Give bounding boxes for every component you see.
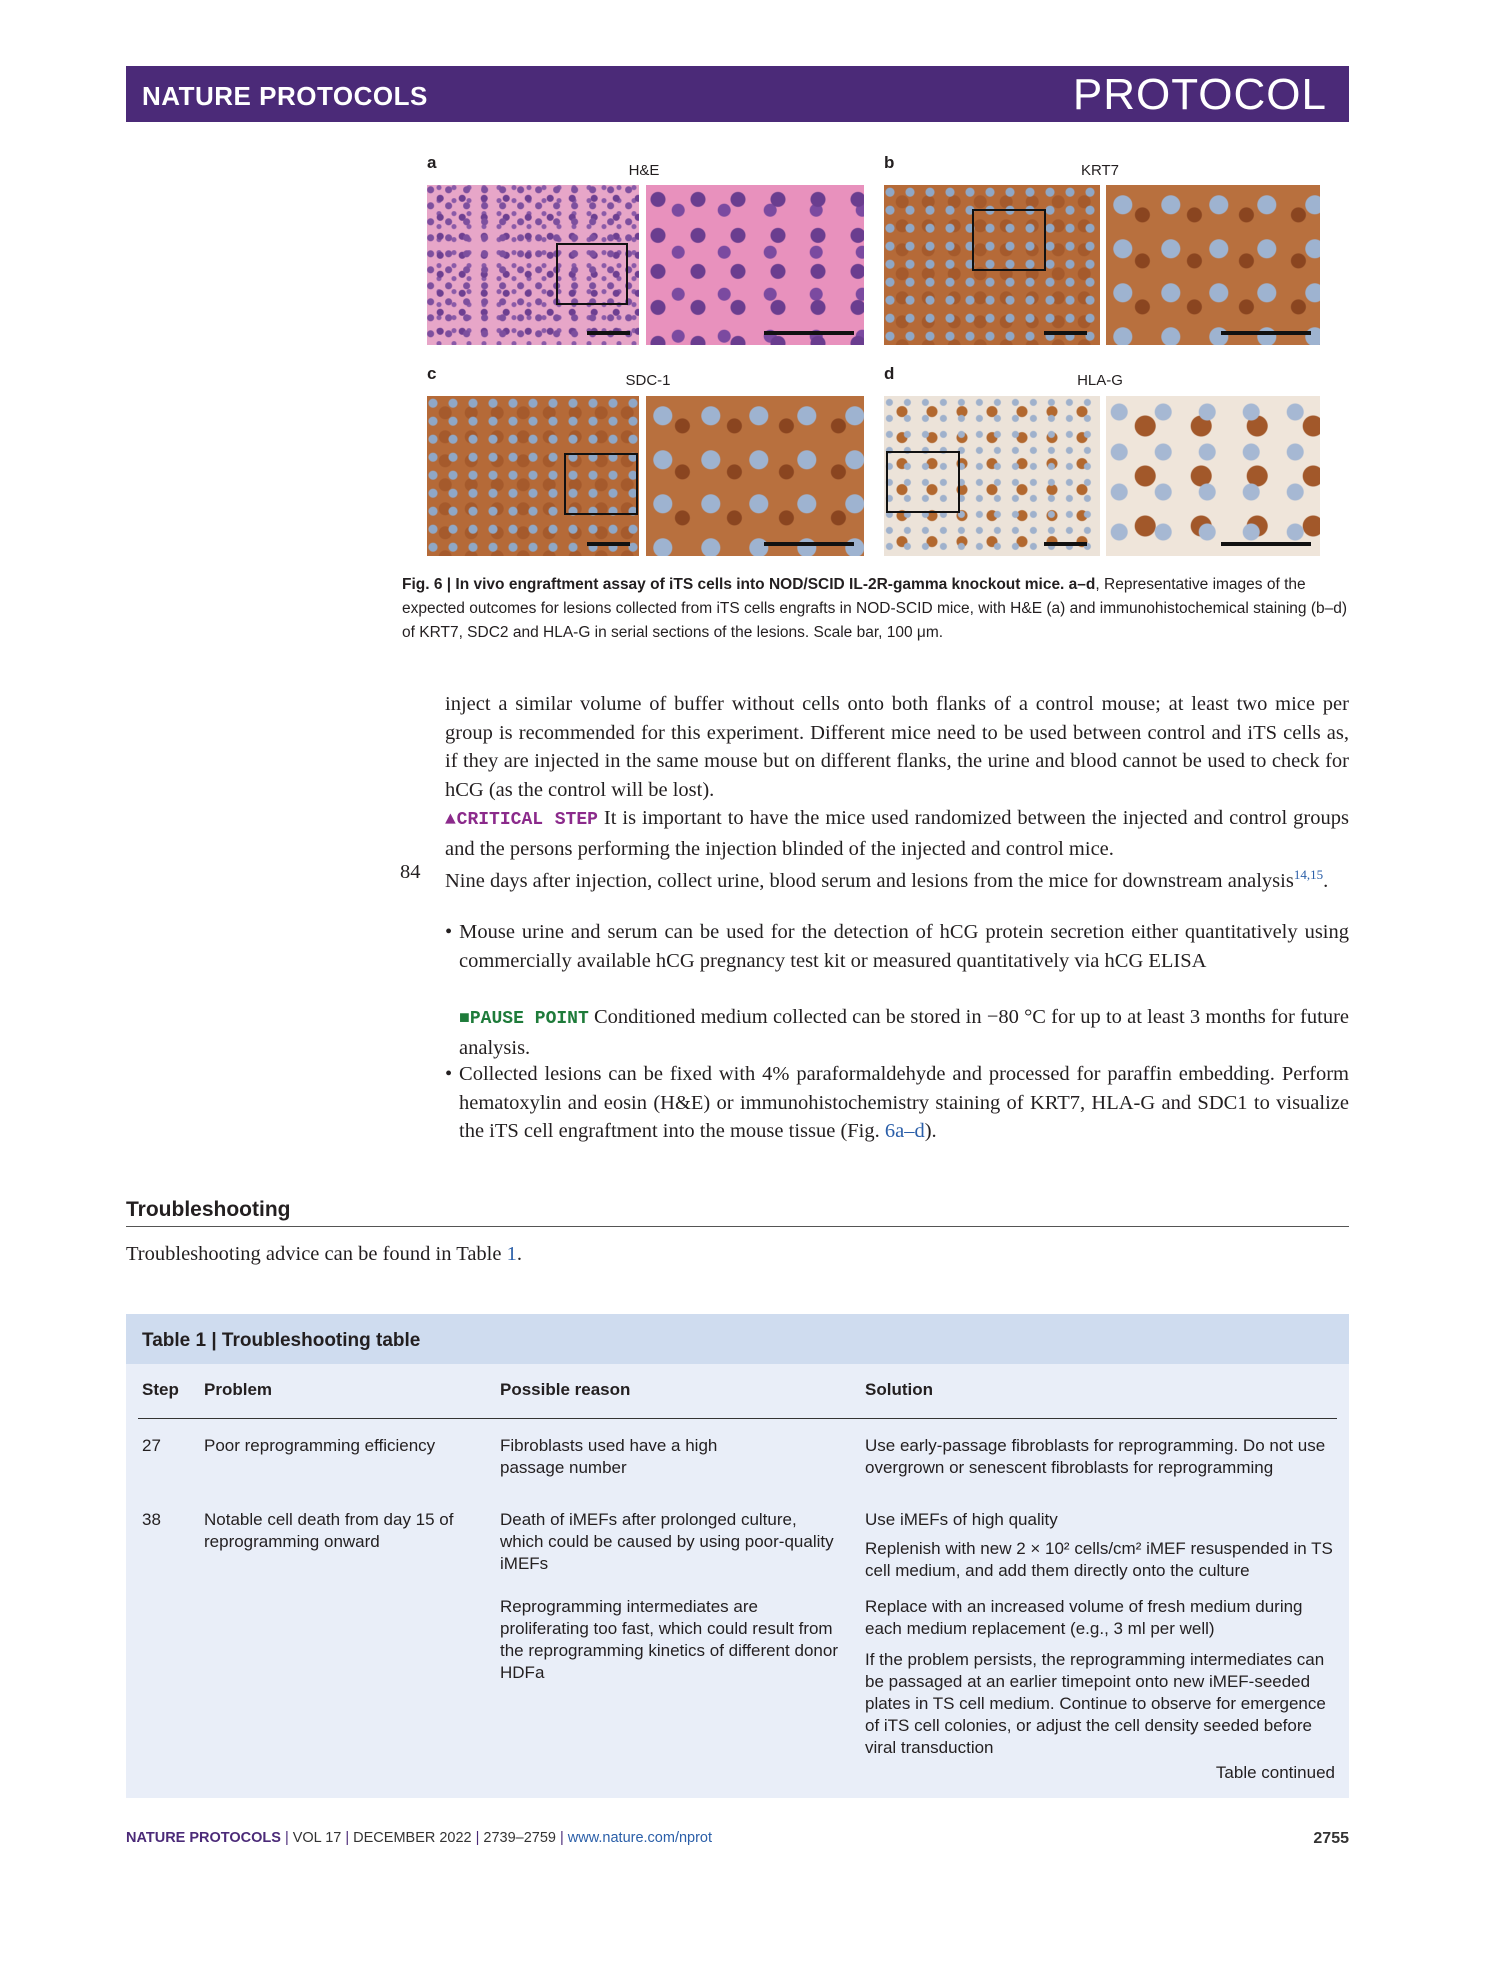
table-link[interactable]: 1 — [506, 1243, 517, 1265]
cell-solution: If the problem persists, the reprogramming intermediates can be passaged at an earlier timepoint onto new iMEF-seeded plates in TS cell medium. Continue to observe for emergence of iTS cell colonies, or adjust the cell density seeded before viral transduction — [865, 1650, 1326, 1757]
article-type: PROTOCOL — [1072, 70, 1327, 119]
critical-step-text: It is important to have the mice used randomized between the injected and control groups and the persons performing the injection blinded of the injected and control mice. — [445, 807, 1349, 860]
paragraph-text: inject a similar volume of buffer without cells onto both flanks of a control mouse; at least two mice per group is recommended for this experiment. Different mice need to be used between control and iTS cells as, if they are injected in the same mouse but on different flanks, the urine and blood cannot be used to check for hCG (as the control will be lost). — [445, 693, 1349, 801]
panel-title-b: KRT7 — [1080, 162, 1120, 179]
panel-title-a: H&E — [628, 162, 660, 179]
krt7-zoom-image — [1106, 185, 1320, 345]
col-header-problem: Problem — [204, 1380, 273, 1399]
scale-bar — [764, 331, 854, 335]
pause-point-text: Conditioned medium collected can be stored in −80 °C for up to at least 3 months for future analysis. — [459, 1006, 1350, 1059]
table-continued: Table continued — [1215, 1763, 1335, 1782]
col-header-solution: Solution — [865, 1380, 933, 1399]
panel-letter-d: d — [884, 364, 895, 383]
cell-reason: Death of iMEFs after prolonged culture, which could be caused by using poor-quality iMEFs — [500, 1510, 834, 1573]
cell-solution: Use early-passage fibroblasts for reprogramming. Do not use overgrown or senescent fibroblasts for reprogramming — [865, 1436, 1326, 1477]
panel-letter-c: c — [427, 364, 437, 383]
col-header-reason: Possible reason — [500, 1380, 631, 1399]
panel-letter-a: a — [427, 153, 437, 172]
bullet-text: • Mouse urine and serum can be used for the detection of hCG protein secretion either quantitatively using commercially available hCG pregnancy test kit or measured quantitatively via hCG ELISA — [445, 921, 1349, 972]
panel-title-c: SDC-1 — [625, 372, 671, 389]
zoom-box — [556, 243, 628, 305]
pause-point-label: ■PAUSE POINT — [459, 1009, 589, 1029]
cell-problem: Poor reprogramming efficiency — [204, 1436, 436, 1455]
pause-point — [459, 1003, 1349, 1062]
bullet-lesions — [445, 1060, 1349, 1146]
step-number: 84 — [400, 861, 421, 883]
scale-bar — [1044, 542, 1087, 546]
panel-letter-b: b — [884, 153, 895, 172]
page-number: 2755 — [1313, 1830, 1349, 1847]
critical-step-label: ▲CRITICAL STEP — [445, 810, 598, 830]
caption-text: , Representative images of the expected outcomes for lesions collected from iTS cells engrafts in NOD-SCID mice, with H&E (a) and immunohistochemical staining (b–d) of KRT7, SDC2 and HLA-G in serial sections of the lesions. Scale bar, 100 μm. — [402, 576, 1348, 641]
footer-pages: 2739–2759 — [483, 1830, 556, 1846]
cell-reason: Reprogramming intermediates are proliferating too fast, which could result from the reprogramming kinetics of different donor HDFa — [500, 1597, 838, 1682]
hlag-zoom-image — [1106, 396, 1320, 556]
troubleshooting-text — [126, 1243, 522, 1266]
step-text: Nine days after injection, collect urine, blood serum and lesions from the mice for downstream analysis — [445, 869, 1294, 892]
scale-bar — [1044, 331, 1087, 335]
cell-step: 27 — [142, 1436, 161, 1455]
zoom-box — [886, 451, 960, 513]
footer-url[interactable]: www.nature.com/nprot — [567, 1830, 713, 1846]
header-rule — [138, 1418, 1337, 1419]
panel-title-d: HLA-G — [1077, 372, 1123, 389]
journal-name: NATURE PROTOCOLS — [142, 81, 428, 111]
cell-solution: Replenish with new 2 × 10² cells/cm² iMEF resuspended in TS cell medium, and add them directly onto the culture — [865, 1539, 1333, 1580]
he-zoom-image — [646, 185, 864, 345]
cell-problem: Notable cell death from day 15 of reprogramming onward — [204, 1510, 454, 1551]
step-refs[interactable]: 14,15 — [1293, 867, 1324, 882]
scale-bar — [587, 331, 630, 335]
zoom-box — [564, 453, 638, 515]
bullet-hcg — [445, 918, 1349, 975]
page-footer: NATURE PROTOCOLS | VOL 17 | DECEMBER 2022 | 2739–2759 | www.nature.com/nprot 2755 — [126, 1830, 1349, 1847]
cell-reason: Fibroblasts used have a high passage number — [500, 1436, 718, 1477]
table-title: Table 1 | Troubleshooting table — [142, 1330, 421, 1351]
troubleshooting-table — [126, 1314, 1349, 1798]
step-84: Nine days after injection, collect urine, blood serum and lesions from the mice for downstream analysis$^{14,15}$. — [445, 867, 1329, 892]
footer-journal: NATURE PROTOCOLS — [126, 1830, 281, 1846]
paragraph — [445, 690, 1349, 804]
footer-date: DECEMBER 2022 — [353, 1830, 472, 1846]
cell-solution: Replace with an increased volume of fresh medium during each medium replacement (e.g., 3 ml per well) — [865, 1597, 1303, 1638]
section-heading: Troubleshooting — [126, 1198, 1349, 1227]
sdc1-zoom-image — [646, 396, 864, 556]
footer-volume: VOL 17 — [292, 1830, 342, 1846]
scale-bar — [1221, 331, 1311, 335]
scale-bar — [764, 542, 854, 546]
cell-solution: Use iMEFs of high quality — [865, 1510, 1058, 1529]
zoom-box — [972, 209, 1046, 271]
scale-bar — [587, 542, 630, 546]
caption-label: Fig. 6 | In vivo engraftment assay of iTS cells into NOD/SCID IL-2R-gamma knockout mice. a–d — [402, 576, 1096, 593]
journal-header — [126, 66, 1349, 122]
bullet-text: • Collected lesions can be fixed with 4% paraformaldehyde and processed for paraffin embedding. Perform hematoxylin and eosin (H&E) or immunohistochemistry staining of KRT7, HLA-G and SDC1 to visualize the iTS cell engraftment into the mouse tissue (Fig. — [445, 1063, 1349, 1142]
figure-link[interactable]: 6a–d — [884, 1120, 925, 1142]
scale-bar — [1221, 542, 1311, 546]
bullet-text-end: ). — [924, 1120, 937, 1142]
cell-step: 38 — [142, 1510, 161, 1529]
col-header-step: Step — [142, 1380, 179, 1399]
troubleshooting-text-end: . — [516, 1243, 522, 1265]
critical-step — [445, 804, 1349, 863]
troubleshooting-text-start: Troubleshooting advice can be found in Table — [126, 1243, 507, 1265]
figure-caption — [402, 573, 1349, 645]
